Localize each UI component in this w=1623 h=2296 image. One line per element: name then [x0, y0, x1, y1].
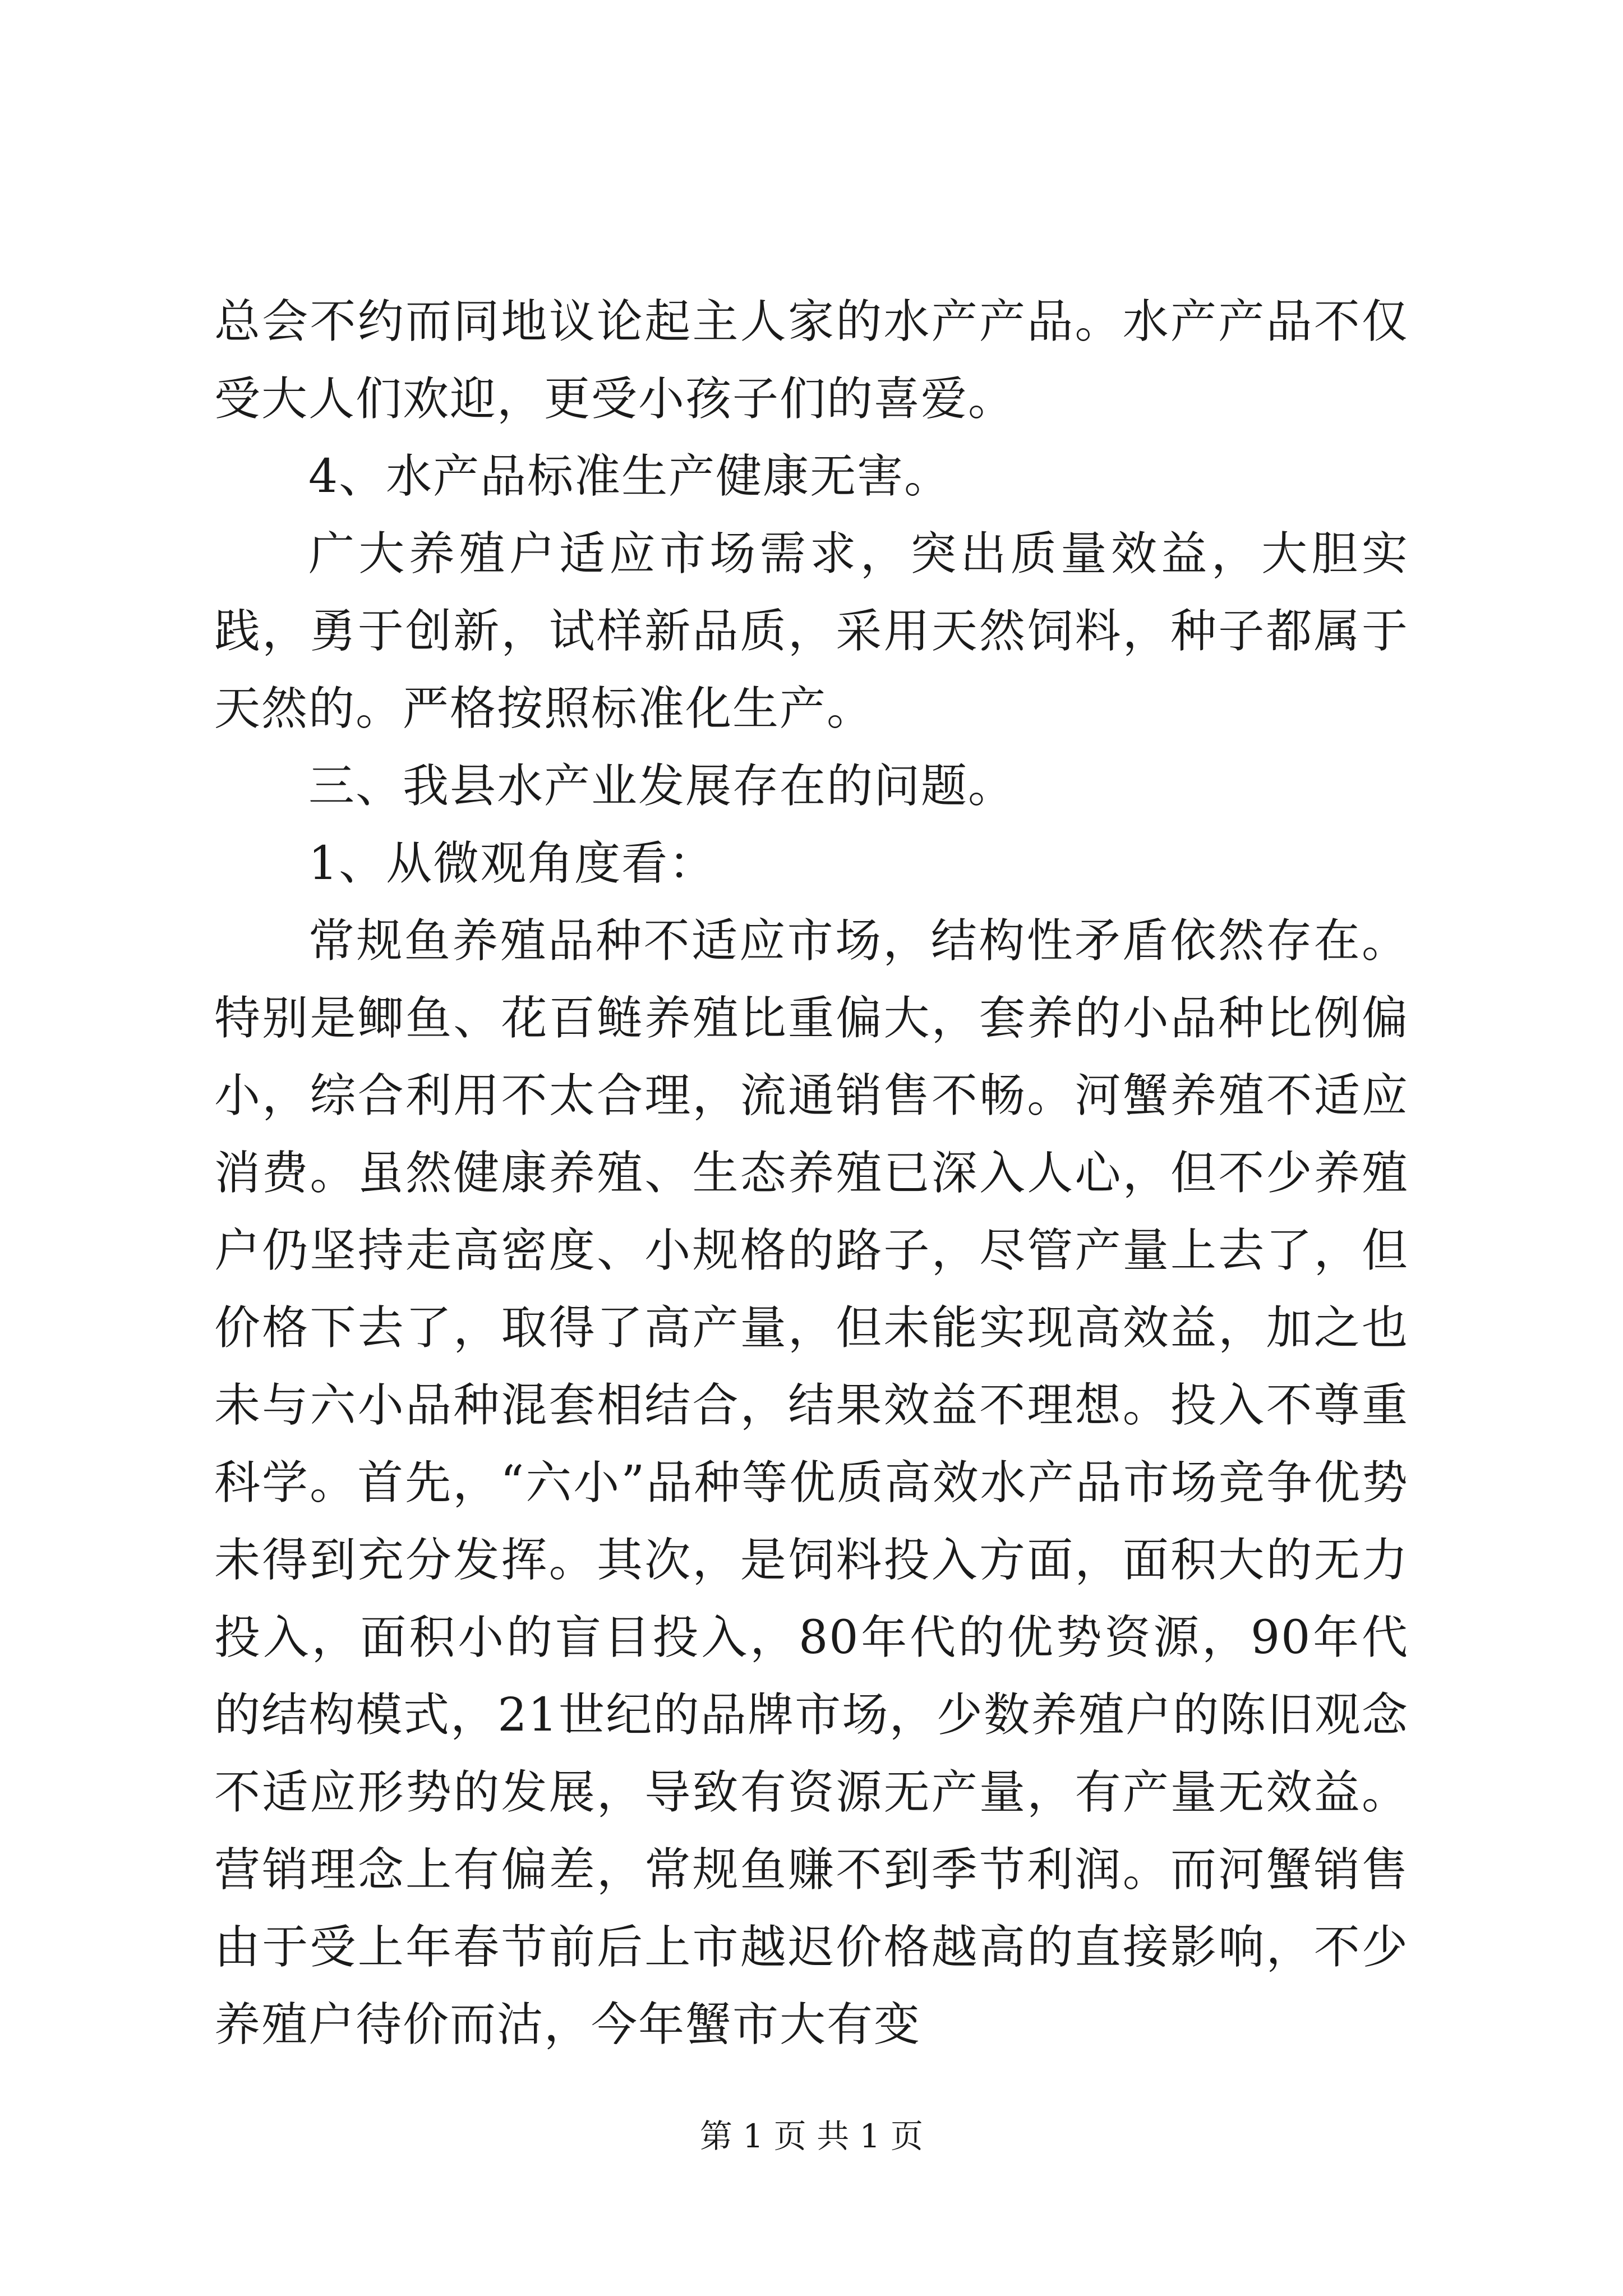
document-body [214, 283, 1409, 2064]
paragraph: 广大养殖户适应市场需求，突出质量效益，大胆实践，勇于创新，试样新品质，采用天然饲料，种子都属于天然的。严格按照标准化生产。 [214, 527, 1409, 735]
paragraph: 总会不约而同地议论起主人家的水产产品。水产产品不仅受大人们欢迎，更受小孩子们的喜爱。 [214, 295, 1409, 426]
page-footer: 第 1 页 共 1 页 [700, 2117, 923, 2155]
paragraph-heading-item: 4、水产品标准生产健康无害。 [308, 450, 952, 503]
paragraph: 常规鱼养殖品种不适应市场，结构性矛盾依然存在。特别是鲫鱼、花百鲢养殖比重偏大，套养的小品种比例偏小，综合利用不太合理，流通销售不畅。河蟹养殖不适应消费。虽然健康养殖、生态养殖已深入人心，但不少养殖户仍坚持走高密度、小规格的路子，尽管产量上去了，但价格下去了，取得了高产量，但未能实现高效益，加之也未与六小品种混套相结合，结果效益不理想。投入不尊重科学。首先，“六小”品种等优质高效水产品市场竞争优势未得到充分发挥。其次，是饲料投入方面，面积大的无力投入，面积小的盲目投入，80年代的优势资源，90年代的结构模式，21世纪的品牌市场，少数养殖户的陈旧观念不适应形势的发展，导致有资源无产量，有产量无效益。营销理念上有偏差，常规鱼赚不到季节利润。而河蟹销售由于受上年春节前后上市越迟价格越高的直接影响，不少养殖户待价而沽，今年蟹市大有变 [214, 914, 1409, 2051]
section-heading: 三、我县水产业发展存在的问题。 [308, 760, 1016, 813]
subsection-heading: 1、从微观角度看： [308, 837, 716, 890]
